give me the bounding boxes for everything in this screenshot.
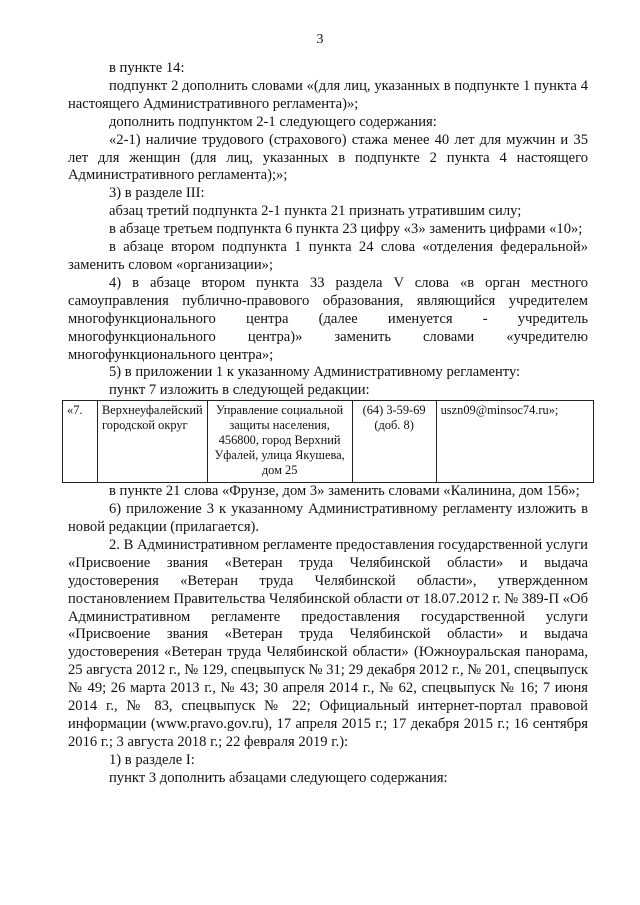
paragraph: подпункт 2 дополнить словами «(для лиц, указанных в подпункте 1 пункта 4 настоящего Административного регламента)»; xyxy=(68,77,588,112)
paragraph: пункт 7 изложить в следующей редакции: xyxy=(109,382,370,399)
paragraph: 1) в разделе I: xyxy=(109,751,195,768)
phone-number: (64) 3-59-69 xyxy=(362,403,426,418)
paragraph: 5) в приложении 1 к указанному Административному регламенту: xyxy=(109,364,521,381)
table-cell-email: uszn09@minsoc74.ru»; xyxy=(436,401,593,483)
table-cell-organization: Управление социальной защиты населения, 456800, город Верхний Уфалей, улица Якушева, дом 25 xyxy=(207,401,352,483)
paragraph: в абзаце третьем подпункта 6 пункта 23 цифру «3» заменить цифрами «10»; xyxy=(109,221,583,238)
paragraph: дополнить подпунктом 2-1 следующего содержания: xyxy=(109,113,437,130)
paragraph: 4) в абзаце втором пункта 33 раздела V слова «в орган местного самоуправления публично-правового образования, являющийся учредителем многофункционального центра (далее именуется - учредитель многофункционального центра)» заменить словами «учредителю многофункционального центра»; xyxy=(68,274,588,363)
table-cell-municipality: Верхнеуфалейский городской округ xyxy=(98,401,208,483)
paragraph: «2-1) наличие трудового (страхового) стажа менее 40 лет для мужчин и 35 лет для женщин (для лиц, указанных в подпункте 2 пункта 4 настоящего Административного регламента);»; xyxy=(68,131,588,184)
paragraph: в пункте 21 слова «Фрунзе, дом 3» заменить словами «Калинина, дом 156»; xyxy=(109,483,580,500)
paragraph: абзац третий подпункта 2-1 пункта 21 признать утратившим силу; xyxy=(109,203,522,220)
paragraph: в абзаце втором подпункта 1 пункта 24 слова «отделения федеральной» заменить словом «организации»; xyxy=(68,239,588,273)
table-cell-number: «7. xyxy=(63,401,98,483)
page-number: 3 xyxy=(316,32,324,47)
address-table-wrapper xyxy=(62,400,594,483)
address-table xyxy=(62,400,594,483)
phone-extension: (доб. 8) xyxy=(374,418,414,433)
table-cell-phone xyxy=(352,401,436,483)
paragraph: пункт 3 дополнить абзацами следующего содержания: xyxy=(109,769,448,786)
paragraph: 2. В Административном регламенте предоставления государственной услуги «Присвоение звания «Ветеран труда Челябинской области» и выдача удостоверения «Ветеран труда Челябинской области», утвержденном постановлением Правительства Челябинской области от 18.07.2012 г. № 389-П «Об Административном регламенте предоставления государственной услуги «Присвоение звания «Ветеран труда Челябинской области» и выдача удостоверения «Ветеран труда Челябинской области» (Южноуральская панорама, 25 августа 2012 г., № 129, спецвыпуск № 31; 29 декабря 2012 г., № 201, спецвыпуск № 49; 26 марта 2013 г., № 43; 30 апреля 2014 г., № 62, спецвыпуск № 16; 7 июня 2014 г., № 83, спецвыпуск № 22; Официальный интернет-портал правовой информации (www.pravo.gov.ru), 17 апреля 2015 г.; 17 декабря 2015 г.; 16 сентября 2016 г.; 3 августа 2018 г.; 22 февраля 2019 г.): xyxy=(68,536,588,750)
document-body xyxy=(68,60,588,788)
paragraph: 3) в разделе III: xyxy=(109,185,205,202)
paragraph: в пункте 14: xyxy=(109,60,185,76)
paragraph: 6) приложение 3 к указанному Административному регламенту изложить в новой редакции (прилагается). xyxy=(68,501,588,536)
table-row xyxy=(63,401,594,483)
